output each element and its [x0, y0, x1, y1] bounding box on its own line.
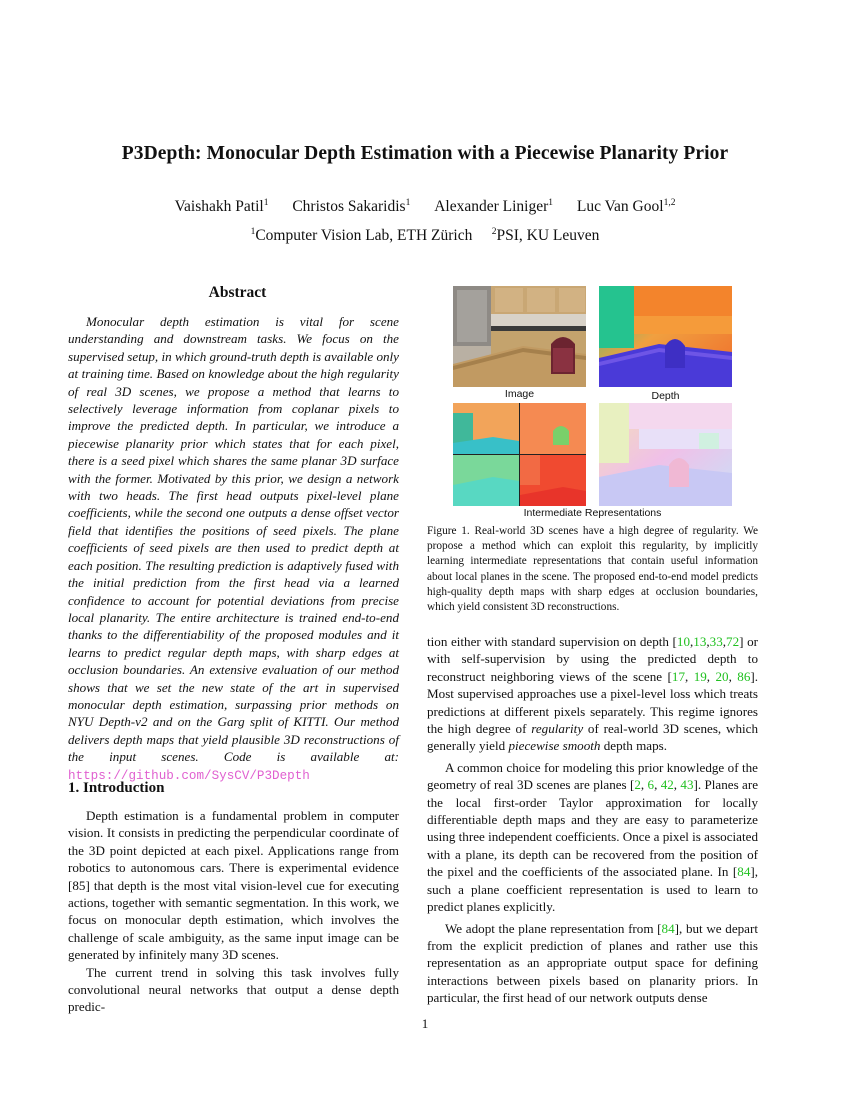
intro-left-column [68, 807, 399, 1016]
citation-link[interactable]: 10 [676, 634, 690, 649]
abstract-text: Monocular depth estimation is vital for scene understanding and downstream tasks. We focus on the supervised setup, in which ground-truth depth is available only at training time. Based on knowledge about the high regularity of real 3D scenes, we propose a method that learns to selectively leverage information from coplanar pixels to improve the predicted depth. In particular, we introduce a piecewise planarity prior which states that for each pixel, there is a seed pixel which shares the same planar 3D surface with the former. Motivated by this prior, we design a network with two heads. The first head outputs pixel-level plane coefficients, while the second one outputs a dense offset vector field that identifies the positions of seed pixels. The plane coefficients of seed pixels are then used to predict depth at each position. The resulting prediction is adaptively fused with the initial prediction from the first head via a learned confidence to account for potential deviations from precise local planarity. The entire architecture is trained end-to-end thanks to the differentiability of the proposed modules and it learns to predict regular depth maps, with sharp edges at occlusion boundaries. An extensive evaluation of our method shows that we set the new state of the art in supervised monocular depth estimation, surpassing prior methods on NYU Depth-v2 and on the Garg split of KITTI. Our method delivers depth maps that yield plausible 3D reconstructions of the input scenes. Code is available at: [68, 314, 399, 765]
kitchen-photo [453, 286, 586, 387]
paragraph [68, 964, 399, 1016]
citation-link[interactable]: 42 [660, 777, 674, 793]
affiliation: $^2$PSI, KU Leuven [491, 227, 600, 244]
citation-link[interactable]: 86 [737, 668, 751, 684]
input-image [453, 286, 586, 387]
paragraph: We adopt the plane representation from [84], but we depart from the explicit prediction of planes and rather use this representation as an appropriate output space for defining interactions between pixels based on planarity priors. In particular, the first head of our network outputs dense [427, 920, 758, 1006]
citation-link[interactable]: 2 [634, 777, 641, 793]
citation-link[interactable]: 13 [693, 634, 707, 649]
citation-link[interactable]: 17 [671, 668, 685, 684]
abstract-heading: Abstract [208, 284, 267, 301]
citation-link[interactable]: 33 [709, 634, 723, 649]
author-list [0, 198, 850, 216]
citation-link[interactable]: 72 [726, 634, 740, 649]
author: Alexander Liniger$^1$ [434, 198, 553, 215]
author: Christos Sakaridis$^1$ [292, 198, 411, 215]
plane-coefficient-maps [453, 403, 586, 506]
citation-link[interactable]: 43 [680, 777, 694, 793]
intermediate-label: Intermediate Representations [523, 507, 662, 519]
depth-visualization [599, 286, 732, 387]
author: Luc Van Gool$^{1,2}$ [576, 198, 676, 215]
citation-link[interactable]: 84 [661, 920, 675, 936]
citation-link[interactable]: 84 [737, 864, 751, 880]
figure-1 [427, 284, 758, 520]
section-heading: 1. Introduction [68, 780, 165, 796]
image-label: Image [504, 388, 535, 400]
affiliation: $^1$Computer Vision Lab, ETH Zürich [250, 227, 473, 244]
paper-title: P3Depth: Monocular Depth Estimation with a Piecewise Planarity Prior [121, 143, 729, 164]
paragraph: A common choice for modeling this prior knowledge of the geometry of real 3D scenes are planes [2, 6, 42, 43]. Planes are the local first-order Taylor approximation for locally differentiable depth maps and they are easy to parameterize using three independent coefficients. Once a pixel is associated with a plane, its depth can be recovered from the position of the pixel and the coefficients of the associated plane. In [84], such a plane coefficient representation is used to learn to predict planes explicitly. [427, 759, 759, 915]
citation-link[interactable]: 19 [693, 668, 707, 684]
paragraph [68, 807, 399, 964]
paragraph: tion either with standard supervision on depth [10,13,33,72] or with self-supervision by using the predicted depth to reconstruct neighboring views of the scene [17, 19, 20, 86]. Most supervised approaches use a pixel-level loss which treats predictions at different pixels separately. This regime ignores the high degree of regularity of real-world 3D scenes, which generally yield piecewise smooth depth maps. [427, 634, 759, 754]
intro-right-column [427, 633, 758, 1007]
author: Vaishakh Patil$^1$ [174, 198, 269, 215]
depth-map [599, 286, 732, 387]
affiliations [0, 227, 850, 245]
intermediate-grid [453, 403, 586, 506]
citation-link[interactable]: 6 [647, 777, 655, 793]
offset-field [599, 403, 732, 506]
citation-link[interactable]: 20 [715, 668, 729, 684]
paragraph-text: Depth estimation is a fundamental problem in computer vision. It consists in predicting the perpendicular coordinate of the 3D point depicted at each pixel. Applications range from robotics to autonomous cars. There is experimental evidence [85] that depth is the most vital vision-level cue for executing actions, together with semantic segmentation. In this work, we focus on monocular depth estimation, which involves the challenge of scale ambiguity, as the same input image can be generated by infinitely many 3D scenes. [68, 808, 399, 963]
depth-label: Depth [651, 390, 680, 402]
paragraph-text: The current trend in solving this task involves fully convolutional neural networks that output a dense depth predic- [68, 964, 399, 1015]
code-link[interactable]: https://github.com/SysCV/P3Depth [68, 768, 310, 783]
page-number: 1 [421, 1016, 429, 1031]
figure-caption: Figure 1. Real-world 3D scenes have a high degree of regularity. We propose a method which can exploit this regularity, by implicitly learning intermediate representations that contain useful information about local planes in the scene. The proposed end-to-end model predicts high-quality depth maps with sharp edges at occlusion boundaries, which yield consistent 3D reconstructions. [427, 525, 758, 614]
offset-vector-field [599, 403, 732, 506]
abstract-body [68, 313, 399, 785]
